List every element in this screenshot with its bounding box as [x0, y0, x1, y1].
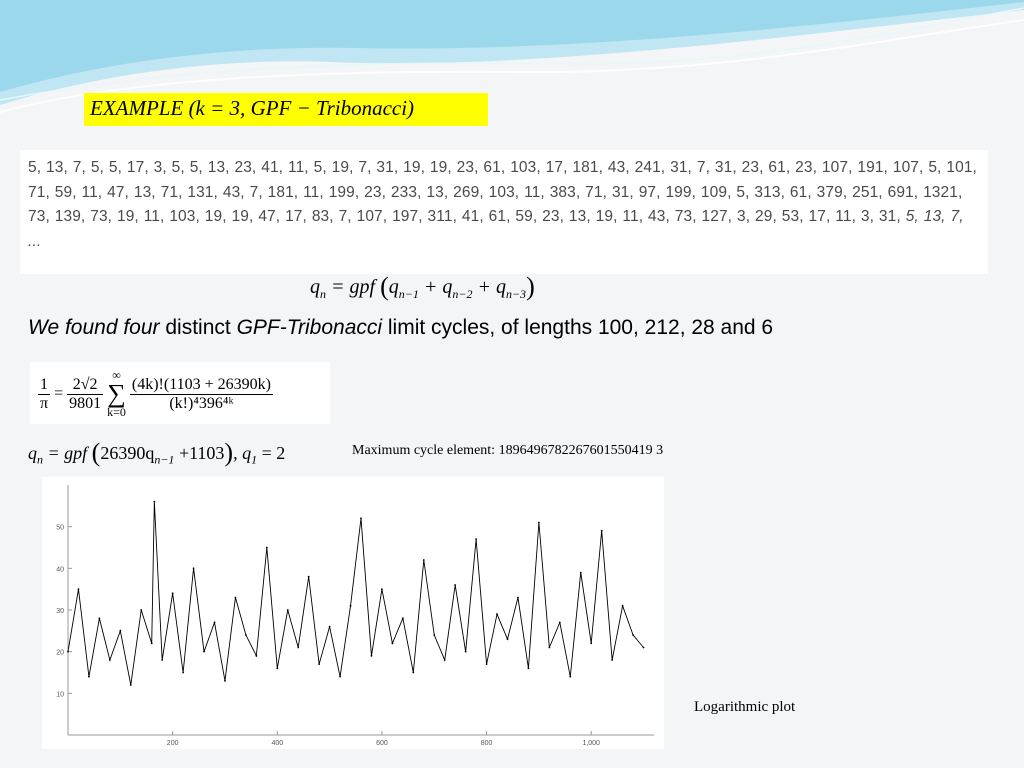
data-point [528, 667, 530, 669]
data-point [371, 655, 373, 657]
series-line [68, 502, 644, 685]
data-point [98, 617, 100, 619]
data-point [297, 647, 299, 649]
data-point [161, 659, 163, 661]
data-point [433, 634, 435, 636]
found-part3: GPF-Tribonacci [236, 316, 383, 339]
data-point [423, 559, 425, 561]
ramanujan-series-formula [30, 362, 330, 424]
equals-sign: = [54, 385, 64, 402]
data-point [329, 626, 331, 628]
data-point [308, 576, 310, 578]
data-point [548, 647, 550, 649]
y-tick-label: 30 [56, 608, 64, 615]
data-point [193, 567, 195, 569]
data-point [214, 622, 216, 624]
summation-symbol: ∞ ∑ k=0 [107, 368, 126, 419]
data-point [255, 655, 257, 657]
ramanujan-gpf-formula [28, 438, 285, 468]
found-statement [28, 316, 773, 340]
data-point [88, 676, 90, 678]
formula-term3: + q [472, 276, 506, 298]
lhs-fraction: $\frac{1}{\pi}$ [40, 375, 49, 412]
data-point [611, 659, 613, 661]
found-part2: distinct [159, 316, 237, 339]
y-tick-label: 50 [56, 524, 64, 532]
formula-gpf: = gpf [326, 276, 381, 298]
sequence-values: 5, 13, 7, 5, 5, 17, 3, 5, 5, 13, 23, 41, 11, 5, 19, 7, 31, 19, 19, 23, 61, 103, 17, 181, 43, 241, 31, 7, 31, 23, 61, 23, 107, 191, 107, 5, 101, 71, 59, 11, 47, 13, 71, 131, 43, 7, 181, 11, 199, 23, 233, 13, 269, 103, 11, 383, 71, 31, 97, 199, 109, 5, 313, 61, 379, 251, 691, 1321, 73, 139, 73, 19, 11, 103, 19, 19, 47, 17, 83, 7, 107, 197, 311, 41, 61, 59, 23, 13, 19, 11, 43, 73, 127, 3, 29, 53, 17, 11, 3, 31, [28, 159, 977, 225]
data-point [276, 667, 278, 669]
data-point [78, 588, 80, 590]
formula-term2-sub: n−2 [452, 287, 473, 301]
data-point [590, 642, 592, 644]
data-point [465, 651, 467, 653]
formula-lhs: q [310, 276, 320, 298]
data-point [130, 684, 132, 686]
y-tick-label: 40 [56, 566, 64, 574]
recurrence-formula [310, 272, 535, 302]
term-fraction: $\frac{(4k)!(1103 + 26390k)}{\text{(k!)⁴396⁴ᵏ}}$ [131, 375, 271, 412]
data-point [391, 642, 393, 644]
data-point [643, 647, 645, 649]
sequence-text [28, 156, 980, 254]
data-point [507, 638, 509, 640]
data-point [538, 522, 540, 524]
data-point [266, 547, 268, 549]
logarithmic-plot-label: Logarithmic plot [694, 699, 796, 715]
data-point [339, 676, 341, 678]
formula2-init-sub: 1 [251, 452, 258, 467]
formula2-init-val: = 2 [257, 443, 286, 463]
formula-term2: + q [418, 276, 453, 298]
data-point [517, 597, 519, 599]
data-point [224, 680, 226, 682]
data-point [151, 642, 153, 644]
coefficient-fraction: $\frac{2√2}{9801}$ [69, 375, 102, 412]
data-point [632, 634, 634, 636]
data-point [475, 538, 477, 540]
paren-close: ) [526, 272, 535, 301]
formula2-gpf: = gpf [43, 443, 92, 463]
data-point [172, 592, 174, 594]
formula2-lhs-sub: n [37, 452, 43, 467]
formula-term1: q [388, 276, 399, 298]
data-point [580, 572, 582, 574]
paren2-close: ) [224, 438, 234, 467]
data-point [559, 622, 561, 624]
paren-open: ( [380, 272, 389, 301]
data-point [454, 584, 456, 586]
data-point [153, 501, 155, 503]
formula-term3-sub: n−3 [505, 287, 527, 301]
x-tick-label: 400 [271, 740, 284, 747]
y-tick-label: 20 [56, 649, 64, 657]
formula2-inner-rest: +1103 [174, 443, 225, 463]
data-point [67, 651, 69, 653]
data-point [444, 659, 446, 661]
formula-lhs-sub: n [320, 287, 326, 301]
formula2-lhs: q [28, 443, 37, 463]
data-point [622, 605, 624, 607]
y-tick-label: 10 [56, 691, 64, 699]
data-point [287, 609, 289, 611]
found-part4: limit cycles, of lengths 100, 212, 28 and 6 [382, 316, 774, 339]
plot-svg [42, 477, 664, 749]
data-point [402, 617, 404, 619]
data-point [140, 609, 142, 611]
sequence-panel [20, 150, 988, 274]
gpf-tribonacci-label: GPF − Tribonacci) [250, 96, 415, 120]
data-point [569, 676, 571, 678]
x-tick-label: 1,000 [582, 740, 600, 747]
data-point [601, 530, 603, 532]
data-point [496, 613, 498, 615]
formula-term1-sub: n−1 [398, 287, 419, 301]
formula2-init: , q [233, 443, 252, 463]
data-point [350, 605, 352, 607]
found-part1: We found four [28, 316, 160, 339]
sequence-tail: 5, 13, 7, ... [28, 208, 964, 250]
formula2-inner: 26390q [100, 443, 155, 463]
data-point [203, 651, 205, 653]
x-tick-label: 800 [480, 740, 493, 747]
data-point [360, 517, 362, 519]
data-point [182, 672, 184, 674]
example-heading [84, 93, 488, 126]
data-point [486, 663, 488, 665]
data-point [119, 630, 121, 632]
data-point [318, 663, 320, 665]
x-tick-label: 600 [376, 740, 388, 747]
data-point [412, 672, 414, 674]
data-point [109, 659, 111, 661]
logarithmic-plot [42, 477, 664, 749]
formula2-inner-sub: n−1 [154, 452, 175, 467]
paren2-open: ( [91, 438, 101, 467]
max-cycle-element: Maximum cycle element: 1896496782267601550419 3 [352, 443, 664, 458]
example-word: EXAMPLE [90, 96, 184, 120]
k-assignment: (k = 3, [188, 96, 246, 120]
x-tick-label: 200 [166, 740, 179, 747]
data-point [381, 588, 383, 590]
data-point [235, 597, 237, 599]
data-point [245, 634, 247, 636]
